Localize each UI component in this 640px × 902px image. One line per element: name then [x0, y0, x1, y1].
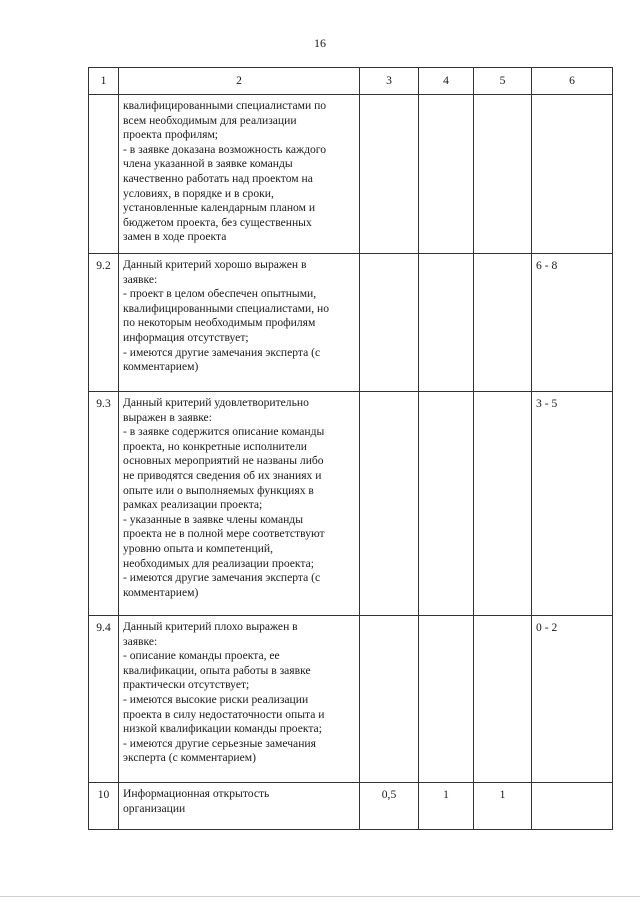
- description-line: замен в ходе проекта: [123, 230, 227, 244]
- description-line: комментарием): [123, 360, 199, 374]
- criteria-table: [88, 67, 613, 830]
- criterion-number: 10: [89, 783, 119, 830]
- criterion-number: 9.2: [89, 254, 119, 392]
- table-row: [89, 95, 613, 254]
- description-line: заявке:: [123, 634, 158, 648]
- description-line: не приводятся сведения об их знаниях и: [123, 468, 322, 482]
- criterion-number: 9.3: [89, 392, 119, 616]
- description-line: качественно работать над проектом на: [123, 171, 313, 185]
- description-line: организации: [123, 801, 186, 815]
- description-line: необходимых для реализации проекта;: [123, 556, 314, 570]
- column-header: 4: [419, 68, 474, 95]
- column-4-value: 1: [419, 783, 474, 830]
- description-line: рамках реализации проекта;: [123, 498, 263, 512]
- description-line: - проект в целом обеспечен опытными,: [123, 287, 317, 301]
- description-line: - описание команды проекта, ее: [123, 649, 280, 663]
- description-line: - имеются другие серьезные замечания: [123, 736, 316, 750]
- description-line: члена указанной в заявке команды: [123, 157, 293, 171]
- description-line: практически отсутствует;: [123, 678, 250, 692]
- description-line: всем необходимым для реализации: [123, 113, 297, 127]
- description-line: Данный критерий удовлетворительно: [123, 396, 309, 409]
- description-line: проекта, но конкретные исполнители: [123, 439, 307, 453]
- column-3-value: [360, 95, 419, 254]
- description-line: - имеются другие замечания эксперта (с: [123, 571, 321, 585]
- column-4-value: [419, 392, 474, 616]
- criterion-description: [119, 95, 360, 254]
- description-line: заявке:: [123, 272, 158, 286]
- description-line: Данный критерий хорошо выражен в: [123, 258, 307, 271]
- score-range: [532, 783, 613, 830]
- column-header: 6: [532, 68, 613, 95]
- criterion-number: 9.4: [89, 616, 119, 783]
- column-5-value: 1: [474, 783, 532, 830]
- column-5-value: [474, 616, 532, 783]
- column-3-value: [360, 616, 419, 783]
- description-line: установленные календарным планом и: [123, 201, 316, 215]
- description-line: бюджетом проекта, без существенных: [123, 215, 312, 229]
- column-3-value: 0,5: [360, 783, 419, 830]
- page-number: 16: [314, 36, 326, 50]
- description-line: эксперта (с комментарием): [123, 751, 256, 765]
- description-line: информация отсутствует;: [123, 330, 249, 344]
- description-line: Информационная открытость: [123, 787, 270, 800]
- score-range: [532, 95, 613, 254]
- score-range: 0 - 2: [532, 616, 613, 783]
- description-line: - указанные в заявке члены команды: [123, 512, 303, 526]
- description-line: комментарием): [123, 585, 199, 599]
- description-line: квалифицированными специалистами, но: [123, 301, 329, 315]
- criterion-description: [119, 783, 360, 830]
- description-line: - в заявке доказана возможность каждого: [123, 142, 327, 156]
- description-line: опыте или о выполняемых функциях в: [123, 483, 314, 497]
- page-bottom-edge: [0, 896, 640, 897]
- criterion-description: [119, 392, 360, 616]
- description-line: проекта профилям;: [123, 128, 219, 142]
- description-line: квалификации, опыта работы в заявке: [123, 663, 311, 677]
- table-row: [89, 392, 613, 616]
- criterion-number: [89, 95, 119, 254]
- score-range: 6 - 8: [532, 254, 613, 392]
- description-line: - имеются высокие риски реализации: [123, 692, 309, 706]
- column-5-value: [474, 392, 532, 616]
- description-line: Данный критерий плохо выражен в: [123, 620, 298, 633]
- description-line: квалифицированными специалистами по: [123, 99, 327, 112]
- table-row: [89, 783, 613, 830]
- column-header: 2: [119, 68, 360, 95]
- description-line: - в заявке содержится описание команды: [123, 425, 325, 439]
- description-line: выражен в заявке:: [123, 410, 212, 424]
- description-line: низкой квалификации команды проекта;: [123, 722, 322, 736]
- description-line: - имеются другие замечания эксперта (с: [123, 345, 321, 359]
- column-4-value: [419, 616, 474, 783]
- column-5-value: [474, 254, 532, 392]
- description-line: основных мероприятий не названы либо: [123, 454, 324, 468]
- criterion-description: [119, 616, 360, 783]
- table-row: [89, 254, 613, 392]
- column-4-value: [419, 95, 474, 254]
- table-header-row: [89, 68, 613, 95]
- table-row: [89, 616, 613, 783]
- description-line: проекта не в полной мере соответствуют: [123, 527, 325, 541]
- description-line: условиях, в порядке и в сроки,: [123, 186, 274, 200]
- column-5-value: [474, 95, 532, 254]
- column-3-value: [360, 254, 419, 392]
- score-range: 3 - 5: [532, 392, 613, 616]
- description-line: проекта в силу недостаточности опыта и: [123, 707, 325, 721]
- column-4-value: [419, 254, 474, 392]
- criterion-description: [119, 254, 360, 392]
- description-line: уровню опыта и компетенций,: [123, 541, 274, 555]
- description-line: по некоторым необходимым профилям: [123, 316, 316, 330]
- column-header: 5: [474, 68, 532, 95]
- column-header: 1: [89, 68, 119, 95]
- column-3-value: [360, 392, 419, 616]
- column-header: 3: [360, 68, 419, 95]
